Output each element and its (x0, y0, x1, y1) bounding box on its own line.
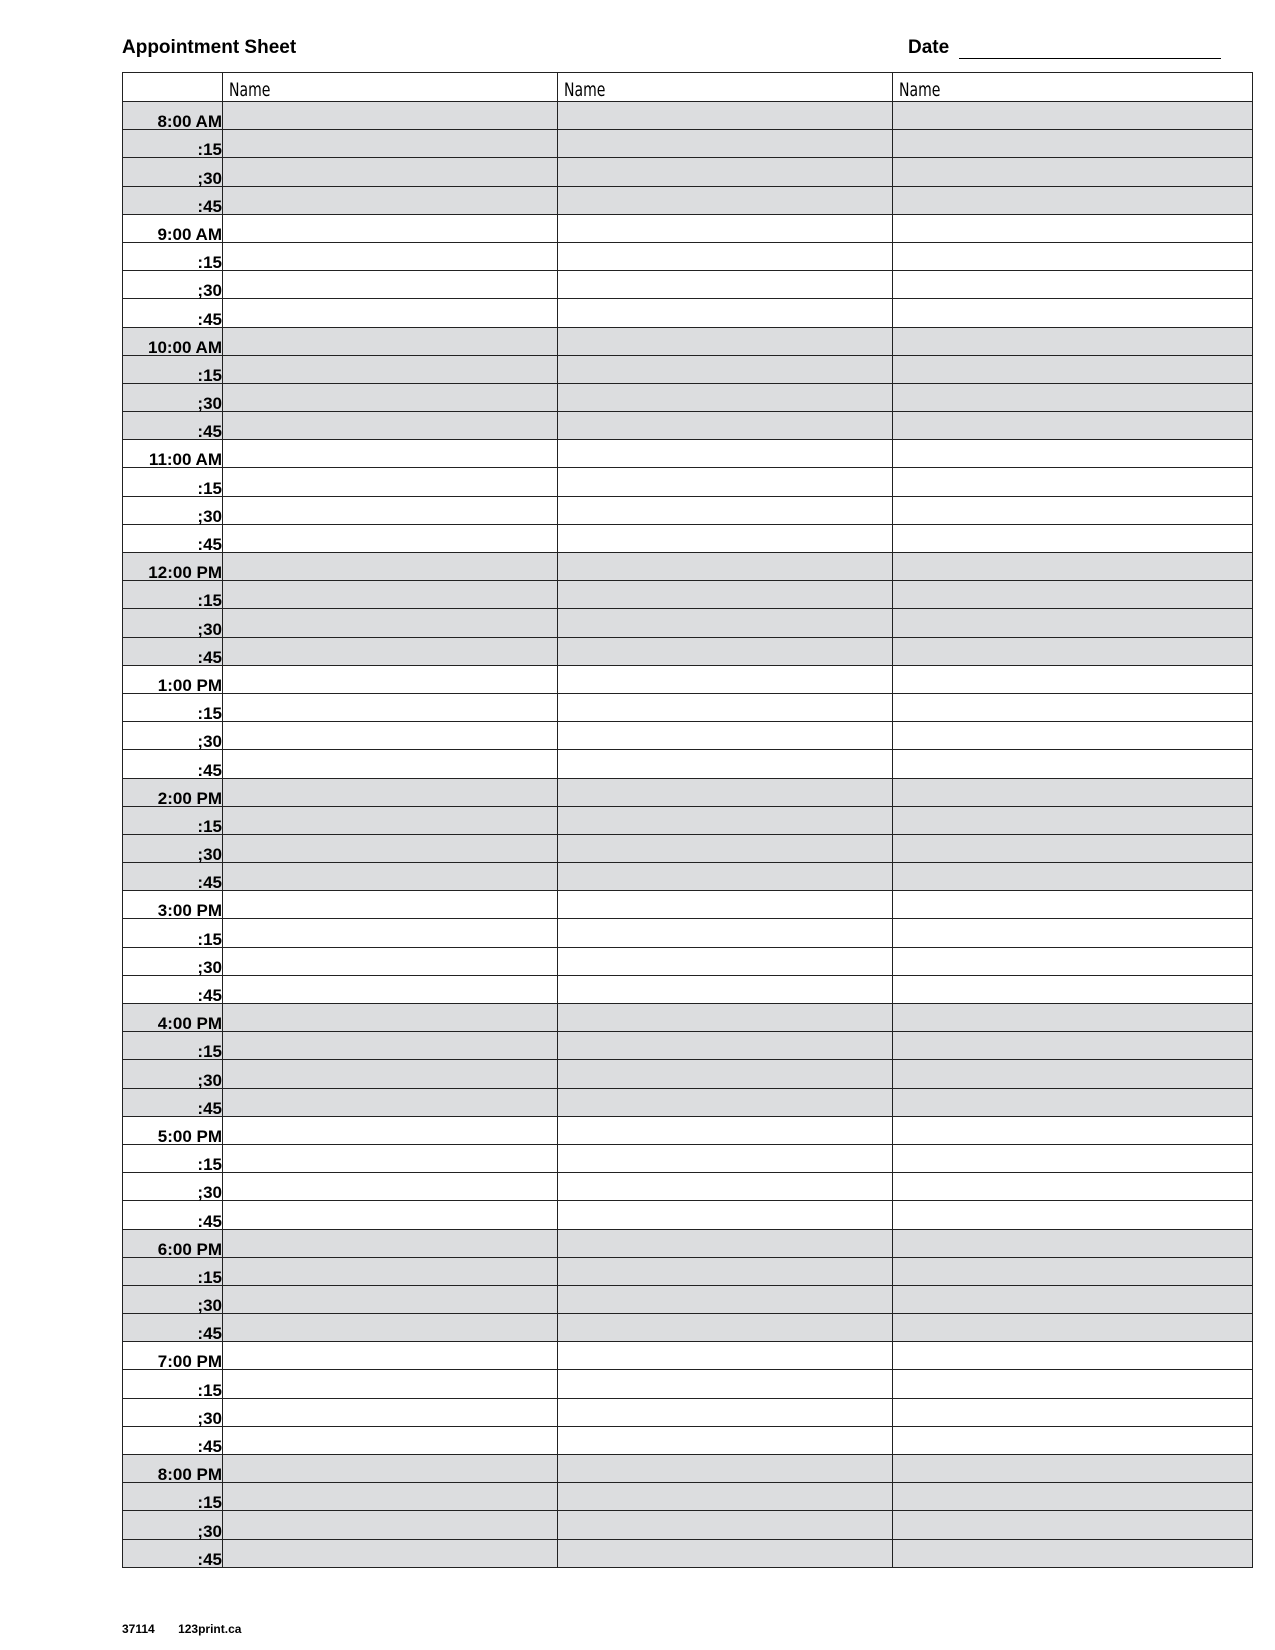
appointment-cell[interactable] (558, 609, 893, 637)
appointment-cell[interactable] (893, 553, 1253, 581)
appointment-cell[interactable] (223, 1229, 558, 1257)
time-slot-label: ;30 (123, 496, 223, 524)
name-column-header: Name (893, 73, 1253, 102)
appointment-cell[interactable] (223, 806, 558, 834)
table-row (123, 1285, 1253, 1313)
appointment-cell[interactable] (558, 1032, 893, 1060)
table-row (123, 553, 1253, 581)
appointment-cell[interactable] (558, 1116, 893, 1144)
time-slot-label: ;30 (123, 1398, 223, 1426)
appointment-cell[interactable] (558, 1060, 893, 1088)
appointment-cell[interactable] (558, 834, 893, 862)
table-row (123, 834, 1253, 862)
appointment-cell[interactable] (558, 1511, 893, 1539)
appointment-cell[interactable] (893, 1455, 1253, 1483)
table-row (123, 693, 1253, 721)
appointment-cell[interactable] (558, 637, 893, 665)
time-slot-label: 6:00 PM (123, 1229, 223, 1257)
appointment-cell[interactable] (223, 440, 558, 468)
appointment-cell[interactable] (558, 355, 893, 383)
appointment-cell[interactable] (893, 1257, 1253, 1285)
appointment-cell[interactable] (223, 722, 558, 750)
appointment-cell[interactable] (223, 468, 558, 496)
time-slot-label: :15 (123, 1032, 223, 1060)
appointment-cell[interactable] (223, 242, 558, 270)
time-slot-label: 1:00 PM (123, 665, 223, 693)
time-slot-label: ;30 (123, 1060, 223, 1088)
appointment-cell[interactable] (893, 750, 1253, 778)
appointment-cell[interactable] (893, 158, 1253, 186)
appointment-cell[interactable] (558, 863, 893, 891)
appointment-cell[interactable] (223, 778, 558, 806)
table-row (123, 863, 1253, 891)
appointment-cell[interactable] (223, 1060, 558, 1088)
appointment-cell[interactable] (223, 1426, 558, 1454)
appointment-cell[interactable] (558, 440, 893, 468)
appointment-cell[interactable] (893, 524, 1253, 552)
time-slot-label: :15 (123, 1483, 223, 1511)
time-slot-label: :45 (123, 1088, 223, 1116)
appointment-cell[interactable] (223, 214, 558, 242)
appointment-cell[interactable] (893, 327, 1253, 355)
appointment-cell[interactable] (893, 412, 1253, 440)
appointment-cell[interactable] (893, 468, 1253, 496)
appointment-cell[interactable] (893, 383, 1253, 411)
time-slot-label: 3:00 PM (123, 891, 223, 919)
appointment-cell[interactable] (558, 1398, 893, 1426)
table-row (123, 1173, 1253, 1201)
appointment-cell[interactable] (893, 1004, 1253, 1032)
appointment-cell[interactable] (893, 891, 1253, 919)
time-slot-label: :45 (123, 750, 223, 778)
time-slot-label: ;30 (123, 1173, 223, 1201)
appointment-cell[interactable] (223, 130, 558, 158)
appointment-cell[interactable] (558, 778, 893, 806)
appointment-cell[interactable] (558, 468, 893, 496)
time-slot-label: :45 (123, 863, 223, 891)
time-slot-label: :15 (123, 1257, 223, 1285)
appointment-cell[interactable] (558, 1144, 893, 1172)
time-slot-label: :15 (123, 581, 223, 609)
appointment-cell[interactable] (893, 581, 1253, 609)
table-row (123, 919, 1253, 947)
appointment-cell[interactable] (223, 947, 558, 975)
appointment-cell[interactable] (223, 1285, 558, 1313)
table-row (123, 581, 1253, 609)
appointment-cell[interactable] (558, 1285, 893, 1313)
page-title: Appointment Sheet (122, 37, 297, 58)
appointment-cell[interactable] (223, 609, 558, 637)
appointment-cell[interactable] (893, 1032, 1253, 1060)
table-row (123, 1426, 1253, 1454)
appointment-cell[interactable] (893, 1116, 1253, 1144)
name-column-header: Name (558, 73, 893, 102)
appointment-cell[interactable] (558, 1483, 893, 1511)
time-slot-label: :45 (123, 186, 223, 214)
appointment-cell[interactable] (223, 1539, 558, 1567)
appointment-cell[interactable] (223, 863, 558, 891)
appointment-cell[interactable] (558, 553, 893, 581)
appointment-cell[interactable] (893, 975, 1253, 1003)
appointment-cell[interactable] (893, 1539, 1253, 1567)
appointment-cell[interactable] (558, 383, 893, 411)
appointment-cell[interactable] (558, 1201, 893, 1229)
table-row (123, 186, 1253, 214)
time-slot-label: 11:00 AM (123, 440, 223, 468)
appointment-cell[interactable] (558, 496, 893, 524)
time-slot-rows (123, 102, 1253, 1568)
table-row (123, 271, 1253, 299)
appointment-cell[interactable] (893, 1342, 1253, 1370)
table-row (123, 1257, 1253, 1285)
time-slot-label: 12:00 PM (123, 553, 223, 581)
appointment-cell[interactable] (223, 1455, 558, 1483)
appointment-cell[interactable] (558, 975, 893, 1003)
appointment-cell[interactable] (558, 693, 893, 721)
time-slot-label: :15 (123, 355, 223, 383)
table-row (123, 1455, 1253, 1483)
appointment-cell[interactable] (558, 524, 893, 552)
time-slot-label: ;30 (123, 1285, 223, 1313)
appointment-cell[interactable] (223, 1398, 558, 1426)
appointment-cell[interactable] (558, 214, 893, 242)
appointment-cell[interactable] (893, 1201, 1253, 1229)
appointment-cell[interactable] (893, 778, 1253, 806)
appointment-cell[interactable] (223, 581, 558, 609)
appointment-cell[interactable] (558, 242, 893, 270)
appointment-cell[interactable] (223, 1116, 558, 1144)
time-slot-label: :15 (123, 242, 223, 270)
appointment-cell[interactable] (558, 327, 893, 355)
appointment-cell[interactable] (558, 1342, 893, 1370)
time-slot-label: :15 (123, 919, 223, 947)
time-slot-label: ;30 (123, 158, 223, 186)
appointment-cell[interactable] (893, 355, 1253, 383)
appointment-cell[interactable] (223, 1088, 558, 1116)
appointment-cell[interactable] (558, 665, 893, 693)
appointment-cell[interactable] (893, 1483, 1253, 1511)
time-slot-label: :45 (123, 1426, 223, 1454)
appointment-cell[interactable] (893, 1088, 1253, 1116)
date-field (908, 37, 1221, 59)
appointment-cell[interactable] (223, 919, 558, 947)
table-row (123, 158, 1253, 186)
table-row (123, 1060, 1253, 1088)
appointment-cell[interactable] (558, 722, 893, 750)
time-slot-label: :45 (123, 1314, 223, 1342)
time-slot-label: ;30 (123, 834, 223, 862)
table-row (123, 102, 1253, 130)
table-row (123, 355, 1253, 383)
appointment-cell[interactable] (223, 665, 558, 693)
time-slot-label: :45 (123, 1201, 223, 1229)
appointment-cell[interactable] (223, 1342, 558, 1370)
appointment-table (122, 72, 1253, 1568)
time-slot-label: :45 (123, 299, 223, 327)
appointment-cell[interactable] (893, 609, 1253, 637)
appointment-cell[interactable] (558, 1426, 893, 1454)
appointment-cell[interactable] (893, 665, 1253, 693)
appointment-cell[interactable] (893, 1285, 1253, 1313)
appointment-cell[interactable] (223, 158, 558, 186)
time-slot-label: :15 (123, 468, 223, 496)
table-row (123, 1511, 1253, 1539)
time-slot-label: 5:00 PM (123, 1116, 223, 1144)
time-slot-label: :15 (123, 130, 223, 158)
date-blank-line[interactable] (959, 39, 1221, 59)
appointment-cell[interactable] (558, 1004, 893, 1032)
table-row (123, 1342, 1253, 1370)
table-row (123, 468, 1253, 496)
table-row (123, 750, 1253, 778)
table-row (123, 637, 1253, 665)
appointment-cell[interactable] (223, 834, 558, 862)
table-row (123, 806, 1253, 834)
header-row (123, 73, 1253, 102)
table-row (123, 975, 1253, 1003)
table-row (123, 665, 1253, 693)
appointment-cell[interactable] (558, 806, 893, 834)
appointment-cell[interactable] (558, 412, 893, 440)
table-row (123, 778, 1253, 806)
appointment-cell[interactable] (893, 947, 1253, 975)
appointment-cell[interactable] (223, 1201, 558, 1229)
appointment-cell[interactable] (558, 130, 893, 158)
appointment-cell[interactable] (893, 693, 1253, 721)
appointment-cell[interactable] (223, 637, 558, 665)
table-row (123, 1229, 1253, 1257)
table-row (123, 412, 1253, 440)
appointment-cell[interactable] (223, 186, 558, 214)
appointment-cell[interactable] (223, 412, 558, 440)
appointment-cell[interactable] (223, 102, 558, 130)
time-slot-label: 8:00 AM (123, 102, 223, 130)
appointment-cell[interactable] (558, 947, 893, 975)
time-slot-label: :45 (123, 637, 223, 665)
appointment-cell[interactable] (893, 440, 1253, 468)
table-row (123, 1314, 1253, 1342)
time-slot-label: :15 (123, 1370, 223, 1398)
appointment-cell[interactable] (558, 271, 893, 299)
appointment-cell[interactable] (223, 1032, 558, 1060)
appointment-cell[interactable] (223, 496, 558, 524)
table-row (123, 440, 1253, 468)
table-row (123, 1539, 1253, 1567)
appointment-cell[interactable] (223, 1004, 558, 1032)
appointment-cell[interactable] (893, 1060, 1253, 1088)
time-slot-label: :45 (123, 1539, 223, 1567)
appointment-cell[interactable] (223, 1370, 558, 1398)
appointment-cell[interactable] (893, 299, 1253, 327)
appointment-cell[interactable] (893, 1370, 1253, 1398)
appointment-cell[interactable] (558, 1314, 893, 1342)
table-row (123, 327, 1253, 355)
time-slot-label: 8:00 PM (123, 1455, 223, 1483)
table-row (123, 1144, 1253, 1172)
time-slot-label: 7:00 PM (123, 1342, 223, 1370)
appointment-cell[interactable] (893, 1398, 1253, 1426)
appointment-cell[interactable] (558, 919, 893, 947)
table-row (123, 1201, 1253, 1229)
time-slot-label: ;30 (123, 722, 223, 750)
appointment-cell[interactable] (223, 891, 558, 919)
appointment-cell[interactable] (893, 722, 1253, 750)
appointment-cell[interactable] (558, 1370, 893, 1398)
time-slot-label: :45 (123, 524, 223, 552)
time-slot-label: ;30 (123, 271, 223, 299)
table-row (123, 1004, 1253, 1032)
appointment-cell[interactable] (893, 637, 1253, 665)
table-row (123, 1483, 1253, 1511)
appointment-cell[interactable] (223, 299, 558, 327)
table-row (123, 1116, 1253, 1144)
appointment-cell[interactable] (223, 383, 558, 411)
table-row (123, 496, 1253, 524)
appointment-cell[interactable] (558, 186, 893, 214)
appointment-cell[interactable] (558, 1455, 893, 1483)
appointment-cell[interactable] (893, 1144, 1253, 1172)
appointment-cell[interactable] (893, 1229, 1253, 1257)
table-row (123, 1088, 1253, 1116)
appointment-cell[interactable] (223, 1314, 558, 1342)
table-row (123, 891, 1253, 919)
appointment-cell[interactable] (223, 750, 558, 778)
appointment-cell[interactable] (893, 271, 1253, 299)
time-slot-label: :15 (123, 693, 223, 721)
appointment-cell[interactable] (558, 750, 893, 778)
table-row (123, 1370, 1253, 1398)
table-row (123, 609, 1253, 637)
appointment-cell[interactable] (558, 1257, 893, 1285)
appointment-cell[interactable] (893, 806, 1253, 834)
appointment-cell[interactable] (893, 102, 1253, 130)
appointment-cell[interactable] (223, 975, 558, 1003)
date-label: Date (908, 37, 950, 58)
appointment-cell[interactable] (223, 693, 558, 721)
time-slot-label: :15 (123, 806, 223, 834)
appointment-cell[interactable] (223, 1483, 558, 1511)
table-row (123, 947, 1253, 975)
footer (122, 1622, 241, 1636)
time-slot-label: 4:00 PM (123, 1004, 223, 1032)
time-slot-label: ;30 (123, 947, 223, 975)
time-slot-label: 9:00 AM (123, 214, 223, 242)
appointment-cell[interactable] (893, 214, 1253, 242)
appointment-cell[interactable] (558, 1539, 893, 1567)
table-row (123, 383, 1253, 411)
footer-site: 123print.ca (178, 1622, 242, 1636)
appointment-cell[interactable] (893, 1426, 1253, 1454)
time-slot-label: ;30 (123, 383, 223, 411)
time-slot-label: 10:00 AM (123, 327, 223, 355)
appointment-cell[interactable] (558, 1088, 893, 1116)
appointment-cell[interactable] (223, 1257, 558, 1285)
appointment-cell[interactable] (558, 1229, 893, 1257)
appointment-cell[interactable] (558, 102, 893, 130)
appointment-cell[interactable] (223, 1173, 558, 1201)
table-row (123, 242, 1253, 270)
appointment-cell[interactable] (558, 891, 893, 919)
table-row (123, 214, 1253, 242)
appointment-cell[interactable] (893, 1511, 1253, 1539)
appointment-cell[interactable] (223, 524, 558, 552)
appointment-cell[interactable] (223, 1511, 558, 1539)
time-slot-label: ;30 (123, 1511, 223, 1539)
table-row (123, 524, 1253, 552)
appointment-cell[interactable] (893, 496, 1253, 524)
appointment-cell[interactable] (893, 186, 1253, 214)
time-column-header (123, 73, 223, 102)
time-slot-label: ;30 (123, 609, 223, 637)
table-row (123, 1398, 1253, 1426)
appointment-cell[interactable] (223, 553, 558, 581)
appointment-cell[interactable] (558, 158, 893, 186)
appointment-cell[interactable] (223, 327, 558, 355)
appointment-cell[interactable] (558, 581, 893, 609)
appointment-cell[interactable] (223, 355, 558, 383)
time-slot-label: :45 (123, 975, 223, 1003)
form-number: 37114 (122, 1622, 155, 1636)
appointment-cell[interactable] (893, 1173, 1253, 1201)
time-slot-label: :15 (123, 1144, 223, 1172)
appointment-cell[interactable] (893, 242, 1253, 270)
appointment-cell[interactable] (893, 863, 1253, 891)
appointment-cell[interactable] (223, 271, 558, 299)
appointment-cell[interactable] (893, 130, 1253, 158)
time-slot-label: :45 (123, 412, 223, 440)
table-row (123, 1032, 1253, 1060)
appointment-cell[interactable] (893, 1314, 1253, 1342)
appointment-cell[interactable] (223, 1144, 558, 1172)
table-row (123, 130, 1253, 158)
appointment-cell[interactable] (558, 299, 893, 327)
name-column-header: Name (223, 73, 558, 102)
table-row (123, 722, 1253, 750)
appointment-cell[interactable] (893, 919, 1253, 947)
table-row (123, 299, 1253, 327)
appointment-cell[interactable] (893, 834, 1253, 862)
time-slot-label: 2:00 PM (123, 778, 223, 806)
appointment-cell[interactable] (558, 1173, 893, 1201)
